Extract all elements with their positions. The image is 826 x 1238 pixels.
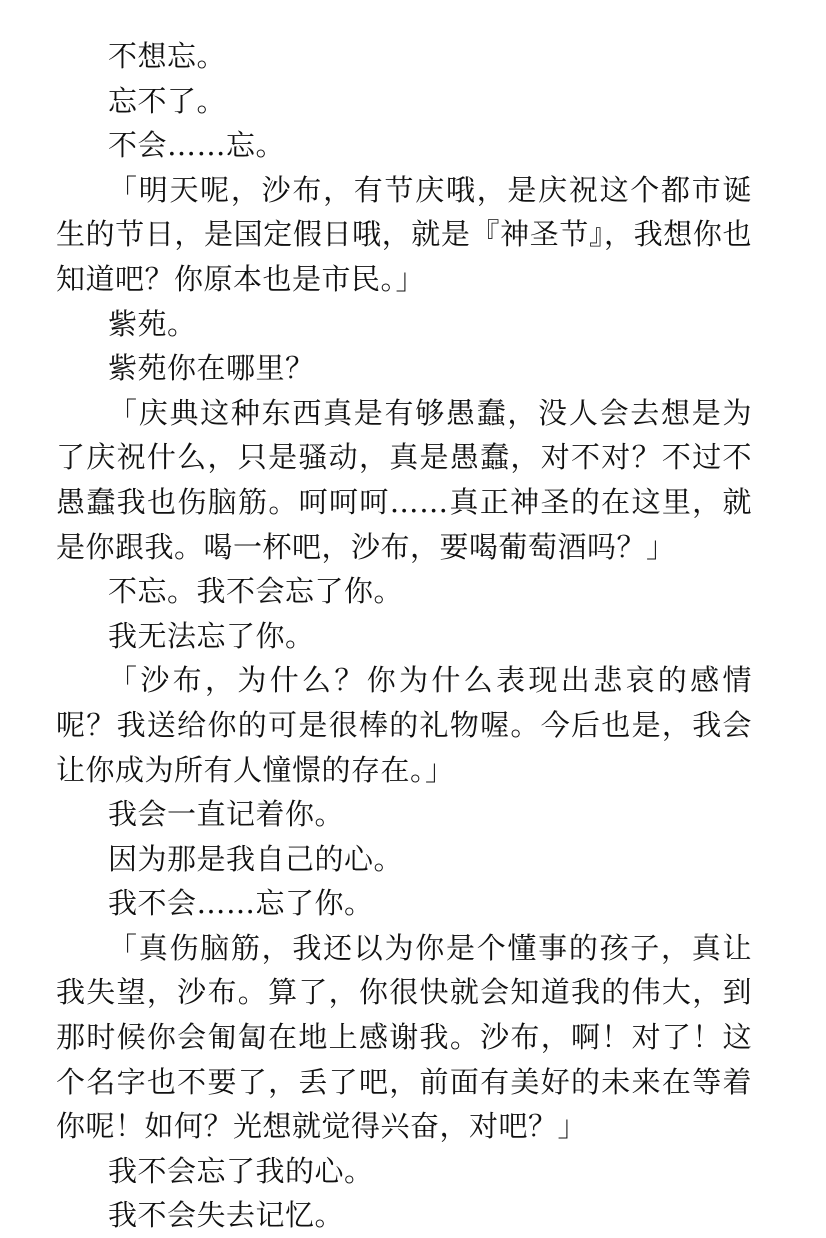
paragraph: 「真伤脑筋，我还以为你是个懂事的孩子，真让我失望，沙布。算了，你很快就会知道我的伟大，到那时候你会匍匐在地上感谢我。沙布，啊！对了！这个名字也不要了，丢了吧，前面有美好的未来在等着你呢！如何？光想就觉得兴奋，对吧？」 <box>56 930 752 1144</box>
paragraph: 不忘。我不会忘了你。 <box>108 574 404 609</box>
paragraph: 我不会……忘了你。 <box>108 886 374 921</box>
paragraph: 忘不了。 <box>108 83 227 118</box>
paragraph: 「庆典这种东西真是有够愚蠢，没人会去想是为了庆祝什么，只是骚动，真是愚蠢，对不对？不过不愚蠢我也伤脑筋。呵呵呵……真正神圣的在这里，就是你跟我。喝一杯吧，沙布，要喝葡萄酒吗？」 <box>56 395 752 564</box>
paragraph: 我不会失去记忆。 <box>108 1198 345 1233</box>
paragraph: 因为那是我自己的心。 <box>108 841 404 876</box>
paragraph: 紫苑。 <box>108 306 197 341</box>
paragraph: 我无法忘了你。 <box>108 618 315 653</box>
paragraph: 「沙布，为什么？你为什么表现出悲哀的感情呢？我送给你的可是很棒的礼物喔。今后也是，我会让你成为所有人憧憬的存在。」 <box>56 663 752 787</box>
paragraph: 不想忘。 <box>108 39 227 73</box>
paragraph: 紫苑你在哪里？ <box>108 351 315 386</box>
document-page <box>56 34 752 1238</box>
paragraph: 不会……忘。 <box>108 128 286 163</box>
paragraph: 我不会忘了我的心。 <box>108 1153 374 1188</box>
paragraph: 「明天呢，沙布，有节庆哦，是庆祝这个都市诞生的节日，是国定假日哦，就是『神圣节』，我想你也知道吧？你原本也是市民。」 <box>56 172 752 296</box>
paragraph: 我会一直记着你。 <box>108 797 345 832</box>
